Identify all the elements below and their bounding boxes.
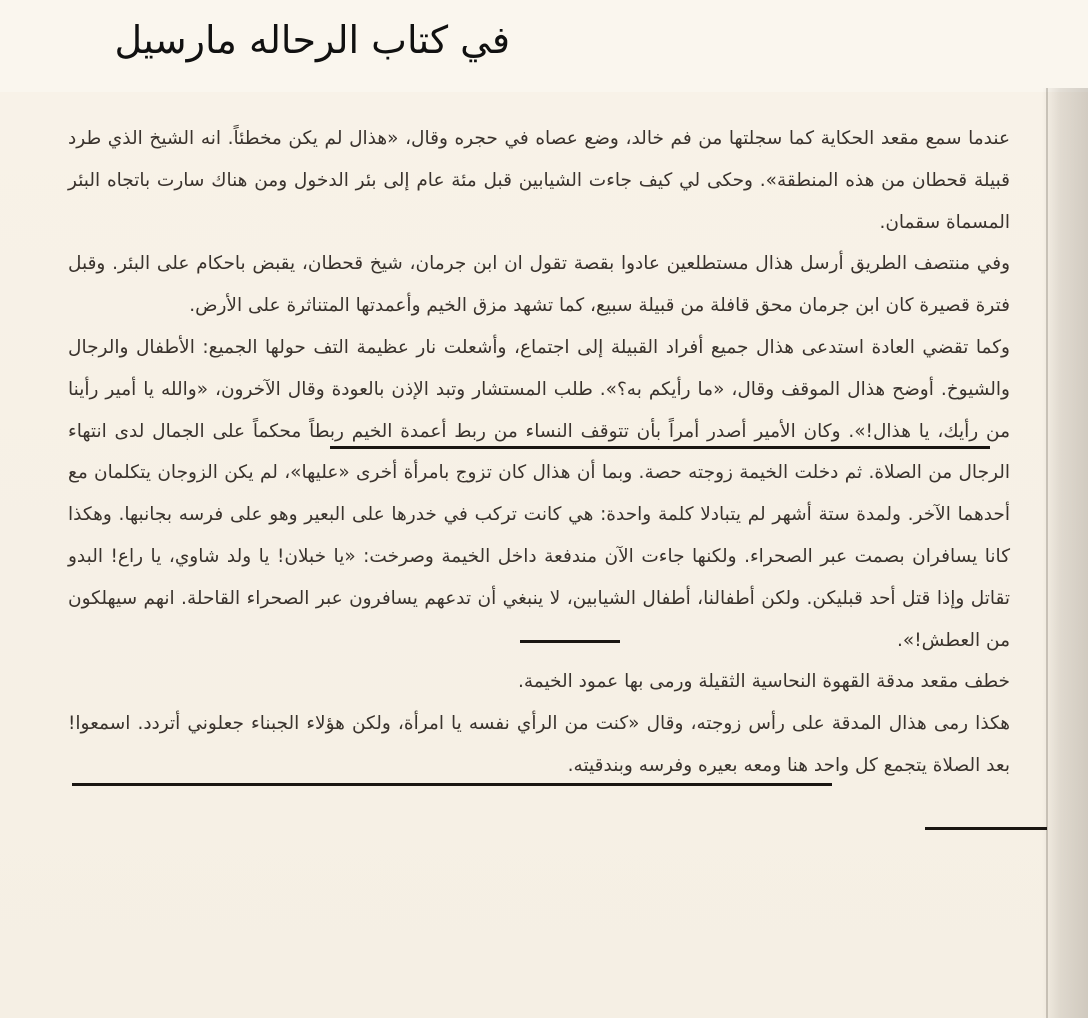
page-title: في كتاب الرحاله مارسيل xyxy=(114,18,510,62)
paragraph-3: وكما تقضي العادة استدعى هذال جميع أفراد القبيلة إلى اجتماع، وأشعلت نار عظيمة التف حولها الجميع: الأطفال والرجال والشيوخ. أوضح هذال الموقف وقال، «ما رأيكم به؟». طلب المستشار وتبد الإذن بالعودة وقال الآخرون، «والله يا أمير رأينا من رأيك، يا هذال!». وكان الأمير أصدر أمراً بأن تتوقف النساء من ربط أعمدة الخيم ربطاً محكماً على الجمال لدى انتهاء الرجال من الصلاة. ثم دخلت الخيمة زوجته حصة. وبما أن هذال كان تزوج بامرأة أخرى «عليها»، لم يكن الزوجان يتكلمان مع أحدهما الآخر. ولمدة ستة أشهر لم يتبادلا كلمة واحدة: هي كانت تركب في خدرها على البعير وهو على فرسه بجانبها. وهكذا كانا يسافران بصمت عبر الصحراء. ولكنها جاءت الآن مندفعة داخل الخيمة وصرخت: «يا خبلان! يا ولد شاوي، يا راع! البدو تقاتل وإذا قتل أحد قبليكن. ولكن أطفالنا، أطفال الشيابين، لا ينبغي أن تدعهم يسافرون عبر الصحراء القاحلة. انهم سيهلكون من العطش!». xyxy=(68,336,1010,651)
underline-mark-4 xyxy=(925,827,1047,830)
paragraph-1: عندما سمع مقعد الحكاية كما سجلتها من فم خالد، وضع عصاه في حجره وقال، «هذال لم يكن مخطئاً. انه الشيخ الذي طرد قبيلة قحطان من هذه المنطقة». وحكى لي كيف جاءت الشيابين قبل مئة عام إلى بئر الدخول ومن هناك سارت باتجاه البئر المسماة سقمان. xyxy=(68,128,1010,233)
paragraph-2: وفي منتصف الطريق أرسل هذال مستطلعين عادوا بقصة تقول ان ابن جرمان، شيخ قحطان، يقبض باحكام على البئر. وقبل فترة قصيرة كان ابن جرمان محق قافلة من قبيلة سبيع، كما تشهد مزق الخيم وأعمدتها المتناثرة على الأرض. xyxy=(68,253,1010,317)
underline-mark-1 xyxy=(330,446,990,449)
title-bar xyxy=(0,0,1088,92)
underline-mark-3 xyxy=(72,783,832,786)
paragraph-5: هكذا رمى هذال المدقة على رأس زوجته، وقال «كنت من الرأي نفسه يا امرأة، ولكن هؤلاء الجبناء جعلوني أتردد. اسمعوا! بعد الصلاة يتجمع كل واحد هنا ومعه بعيره وفرسه وبندقيته. xyxy=(68,713,1010,776)
paragraph-4: خطف مقعد مدقة القهوة النحاسية الثقيلة ورمى بها عمود الخيمة. xyxy=(517,671,1010,693)
page-edge xyxy=(1046,88,1048,1018)
underline-mark-2 xyxy=(520,640,620,643)
page-fold-shadow xyxy=(1042,88,1088,1018)
book-text xyxy=(68,118,1010,787)
